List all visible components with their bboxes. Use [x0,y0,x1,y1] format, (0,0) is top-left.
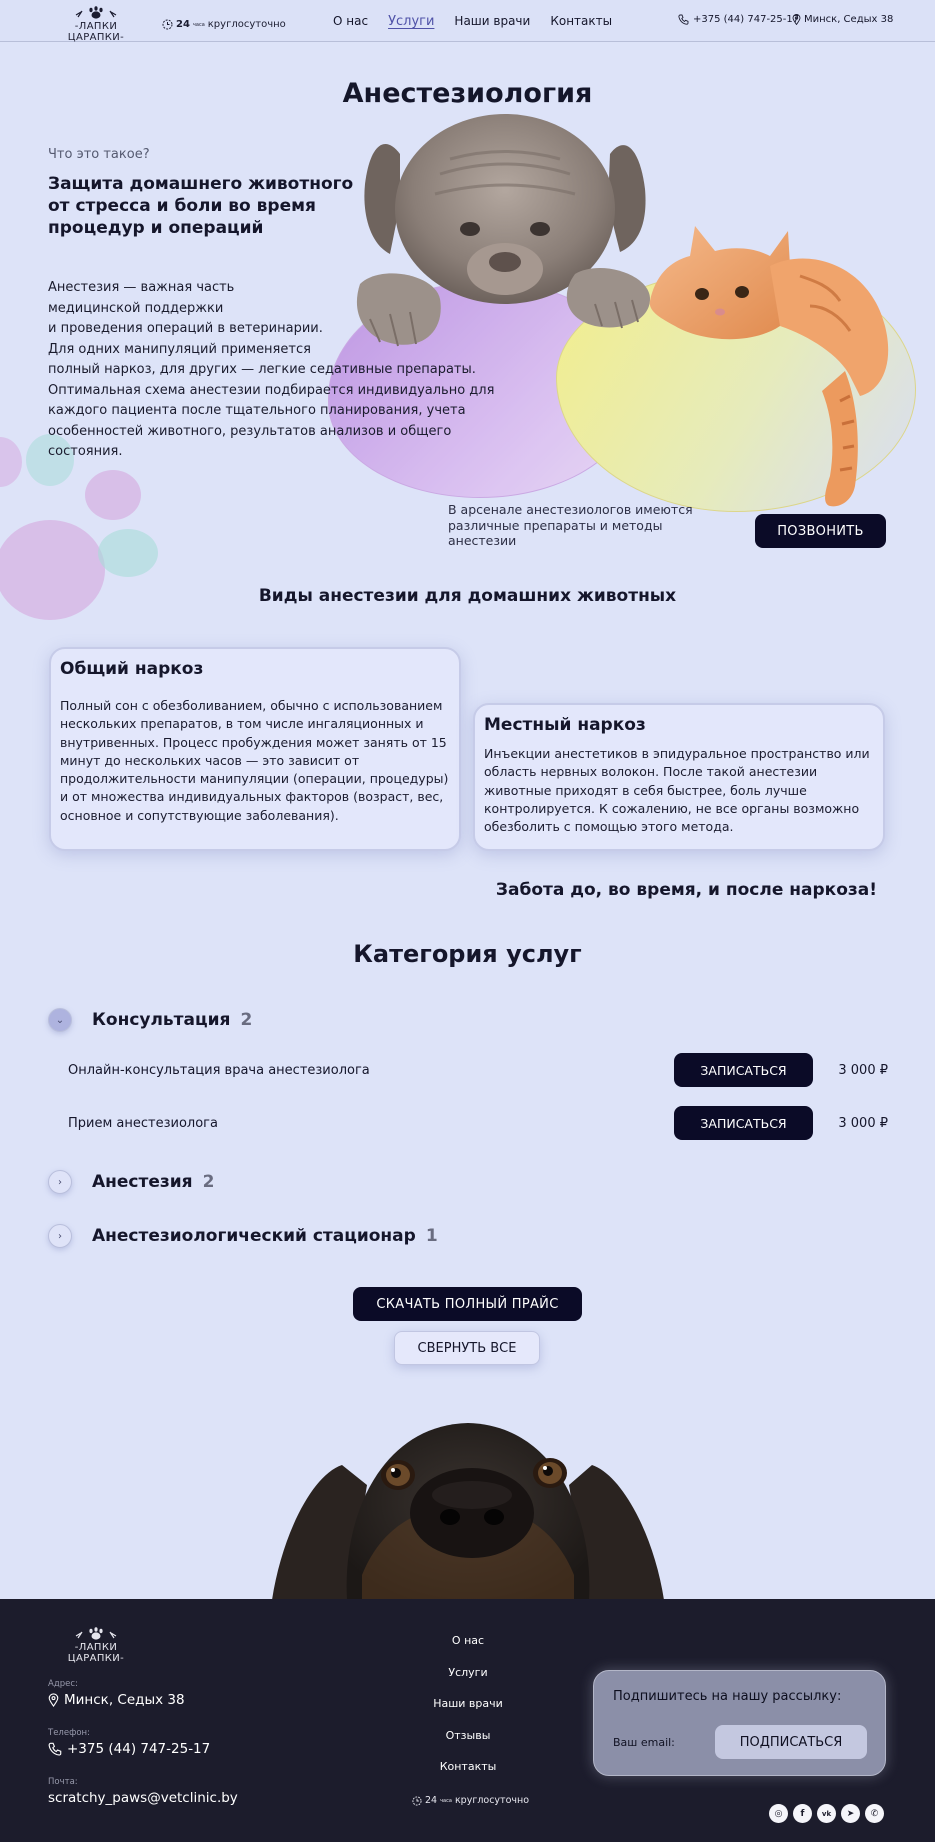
vk-icon[interactable]: vk [817,1804,836,1823]
location-pin-icon [48,1693,59,1707]
instagram-icon[interactable]: ◎ [769,1804,788,1823]
card-general-anesthesia [49,647,461,851]
footer-nav-contacts[interactable]: Контакты [439,1760,497,1773]
care-slogan: Забота до, во время, и после наркоза! [495,880,877,900]
social-links [769,1804,884,1823]
category-title: Анестезия [92,1172,193,1192]
service-name: Онлайн-консультация врача анестезиолога [68,1062,370,1078]
service-row [68,1106,888,1140]
phone-icon [48,1742,62,1756]
hours-text: круглосуточно [454,1795,530,1806]
hours-text: круглосуточно [207,19,286,30]
site-header [0,0,935,42]
chevron-down-icon[interactable]: ⌄ [48,1008,72,1032]
footer-email[interactable]: scratchy_paws@vetclinic.by [48,1790,238,1806]
footer-nav-about[interactable]: О нас [451,1634,485,1647]
hero-body-line: Анестезия — важная часть [48,280,235,295]
telegram-icon[interactable]: ➤ [841,1804,860,1823]
chevron-right-icon[interactable]: › [48,1224,72,1248]
hours-number: 24 [176,19,190,30]
clock-icon [412,1796,422,1806]
category-anesthesia[interactable] [48,1170,214,1194]
nav-services[interactable]: Услуги [388,14,435,29]
arsenal-note: В арсенале анестезиологов имеются различные препараты и методы анестезии [448,502,693,548]
nav-about[interactable]: О нас [333,14,369,28]
page-title: Анестезиология [342,78,593,109]
hero-lead: Защита домашнего животного от стресса и боли во время процедур и операций [48,174,354,238]
logo-text: -ЛАПКИ ЦАРАПКИ- [67,21,125,43]
paw-logo-icon [72,1627,120,1641]
hero-body-line: каждого пациента после тщательного планирования, учета [48,403,466,418]
logo-text: -ЛАПКИ ЦАРАПКИ- [67,1642,125,1664]
logo[interactable] [48,6,144,43]
card-text: Инъекции анестетиков в эпидуральное пространство или область нервных волокон. После такой анестезии животные приходят в себя быстрее, боль лучше контролируется. К сожалению, не все органы возможно обезболить с помощью этого метода. [484,746,870,835]
hero-body-line: состояния. [48,444,123,459]
footer-nav-reviews[interactable]: Отзывы [445,1729,491,1742]
footer-address-text: Минск, Седых 38 [64,1692,185,1708]
footer-hours-badge [412,1795,529,1806]
footer-phone-text: +375 (44) 747-25-17 [67,1741,211,1757]
main-nav [333,14,632,29]
category-count: 2 [240,1010,253,1030]
header-address [792,14,893,25]
service-price: 3 000 ₽ [838,1062,888,1078]
labrador-image [272,1405,664,1600]
address-label: Адрес: [48,1679,78,1689]
hours-number: 24 [425,1795,438,1806]
book-button[interactable]: ЗАПИСАТЬСЯ [674,1053,813,1087]
category-title: Консультация [92,1010,231,1030]
card-title: Общий наркоз [60,659,204,679]
question-label: Что это такое? [48,147,150,162]
category-hospital[interactable] [48,1224,438,1248]
mail-label: Почта: [48,1777,78,1787]
clock-icon [162,19,173,30]
hero-body-line: медицинской поддержки [48,300,224,316]
phone-icon [678,14,689,25]
subscribe-title: Подпишитесь на нашу рассылку: [613,1689,842,1704]
category-title: Анестезиологический стационар [92,1226,416,1246]
phone-label: Телефон: [48,1728,90,1738]
site-footer [0,1599,935,1842]
nav-doctors[interactable]: Наши врачи [454,14,531,28]
hero-body-line: и проведения операций в ветеринарии. [48,321,323,336]
chevron-right-icon[interactable]: › [48,1170,72,1194]
download-price-button[interactable]: СКАЧАТЬ ПОЛНЫЙ ПРАЙС [353,1287,582,1321]
category-count: 2 [202,1172,215,1192]
footer-address [48,1692,185,1708]
card-text: Полный сон с обезболиванием, обычно с использованием нескольких препаратов, в том числе ингаляционных и внутривенных. Процесс пробуждения может занять от 15 минут до нескольких часов — это зависит от продолжительности манипуляции (операции, процедуры) и от множества индивидуальных факторов (возраст, вес, основное и сопутствующие заболевания). [60,698,449,823]
facebook-icon[interactable]: f [793,1804,812,1823]
hero-body-line: полный наркоз, для других — легкие седативные препараты. [48,362,476,377]
whatsapp-icon[interactable]: ✆ [865,1804,884,1823]
kitten-image [640,206,900,516]
service-price: 3 000 ₽ [838,1115,888,1131]
card-title: Местный наркоз [484,715,646,735]
header-phone[interactable] [678,14,799,25]
hours-badge [162,19,286,30]
collapse-all-button[interactable]: СВЕРНУТЬ ВСЕ [394,1331,540,1365]
kinds-title: Виды анестезии для домашних животных [258,586,677,606]
services-title: Категория услуг [353,940,582,968]
nav-contacts[interactable]: Контакты [550,14,613,28]
location-pin-icon [792,14,801,25]
hero-body-line: Оптимальная схема анестезии подбирается индивидуально для [48,382,495,398]
header-phone-text: +375 (44) 747-25-17 [693,14,800,25]
email-label[interactable]: Ваш email: [613,1736,675,1749]
service-row [68,1053,888,1087]
subscribe-box [593,1670,886,1776]
category-consultation[interactable] [48,1008,252,1032]
subscribe-button[interactable]: ПОДПИСАТЬСЯ [715,1725,867,1759]
hero-body-line: особенностей животного, результатов анализов и общего [48,423,452,439]
call-button[interactable]: ПОЗВОНИТЬ [755,514,886,548]
footer-logo[interactable] [48,1627,144,1664]
hero-body-line: Для одних манипуляций применяется [48,341,311,357]
service-name: Прием анестезиолога [68,1115,218,1131]
hero-body [48,278,528,463]
hours-sup: часа [440,1797,452,1804]
footer-nav-services[interactable]: Услуги [448,1666,488,1679]
card-local-anesthesia [473,703,885,851]
paw-logo-icon [72,6,120,20]
header-address-text: Минск, Седых 38 [804,14,894,25]
category-count: 1 [425,1226,438,1246]
footer-phone[interactable] [48,1741,210,1757]
book-button[interactable]: ЗАПИСАТЬСЯ [674,1106,813,1140]
footer-nav-doctors[interactable]: Наши врачи [433,1697,503,1710]
hours-sup: часа [192,21,205,28]
